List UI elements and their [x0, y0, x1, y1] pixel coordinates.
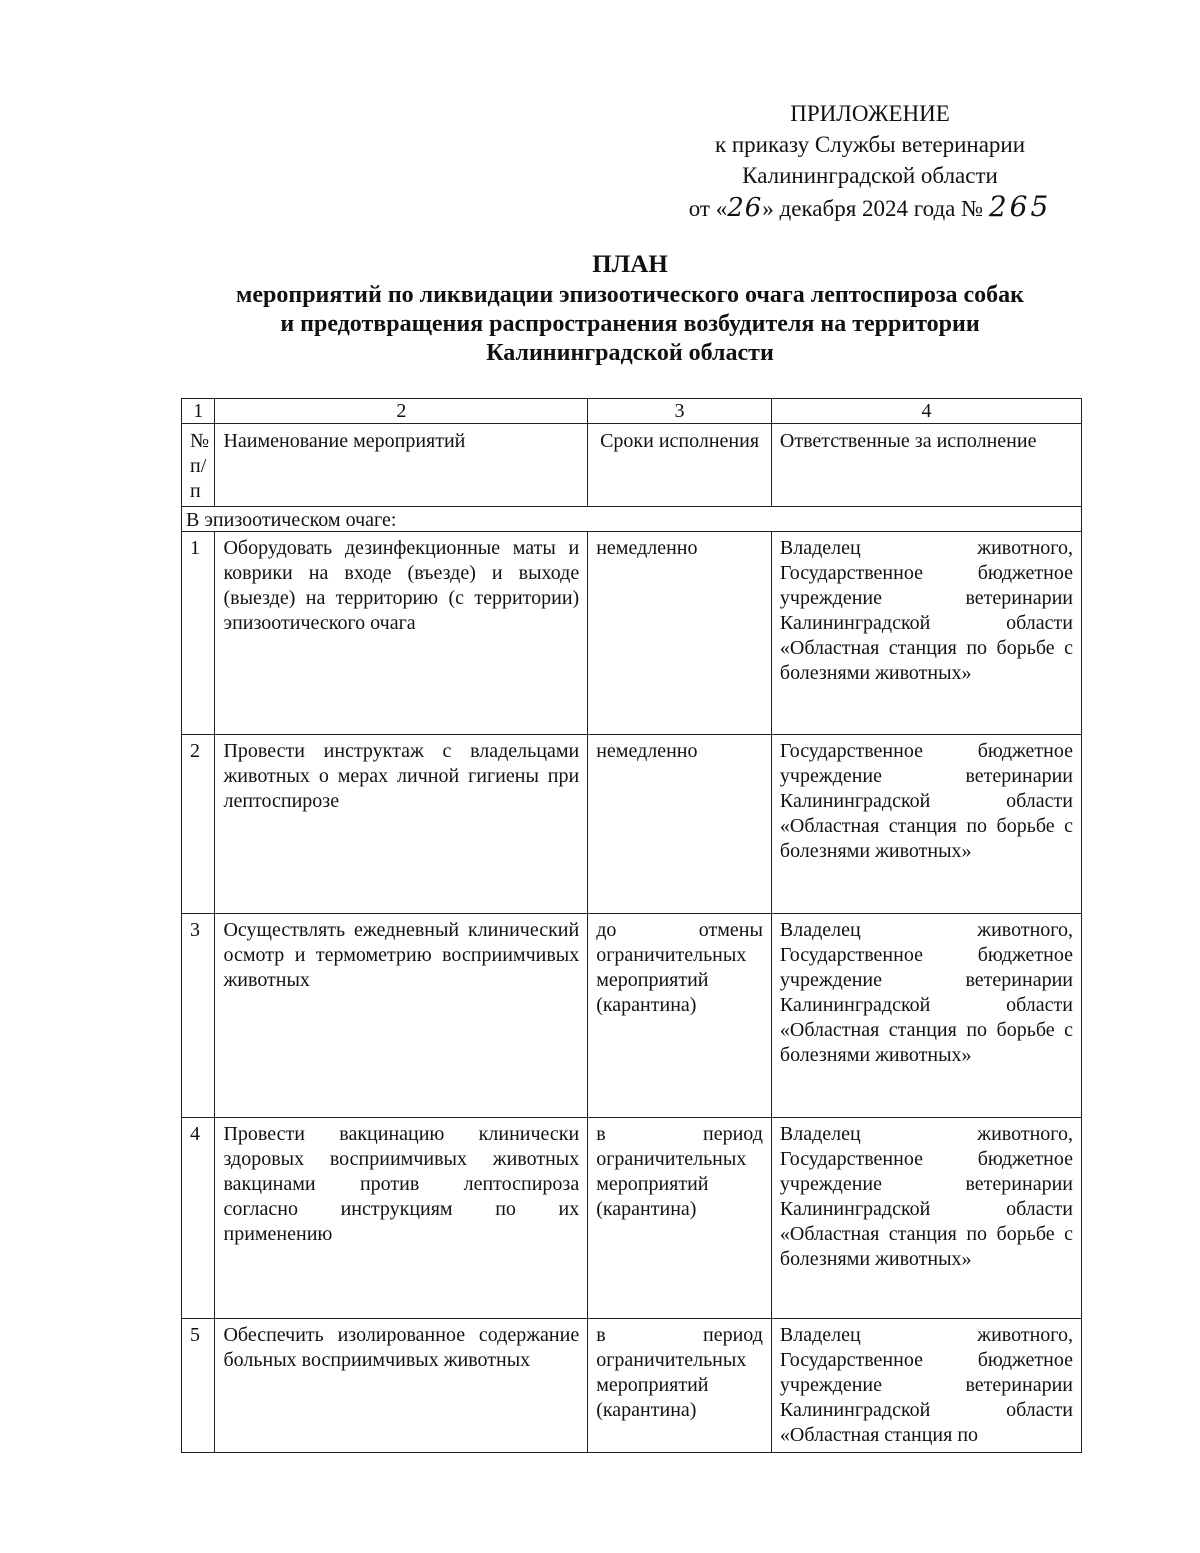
row-responsible: Владелец животного, Государственное бюджетное учреждение ветеринарии Калининградской области «Областная станция по борьбе с болезнями животных» [771, 532, 1081, 735]
table-header-row [182, 424, 1082, 507]
appendix-heading: ПРИЛОЖЕНИЕ [790, 101, 950, 126]
appendix-region-line: Калининградской области [742, 163, 998, 188]
handwritten-order-number: 265 [988, 190, 1052, 223]
row-deadline: в период ограничительных мероприятий (карантина) [588, 1118, 772, 1319]
section-label: В эпизоотическом очаге: [182, 507, 1082, 532]
row-measure: Обеспечить изолированное содержание больных восприимчивых животных [215, 1319, 588, 1453]
section-row [182, 507, 1082, 532]
row-deadline: немедленно [588, 532, 772, 735]
header-num: № п/п [182, 424, 215, 507]
table-row [182, 1319, 1082, 1453]
row-deadline: до отмены ограничительных мероприятий (карантина) [588, 914, 772, 1118]
row-number: 5 [182, 1319, 215, 1453]
plan-title-block [140, 250, 1120, 368]
row-measure: Провести вакцинацию клинически здоровых восприимчивых животных вакцинами против лептоспироза согласно инструкциям по их применению [215, 1118, 588, 1319]
column-number: 2 [215, 399, 588, 424]
row-number: 2 [182, 735, 215, 914]
header-deadline: Сроки исполнения [588, 424, 772, 507]
row-number: 1 [182, 532, 215, 735]
row-responsible: Владелец животного, Государственное бюджетное учреждение ветеринарии Калининградской области «Областная станция по борьбе с болезнями животных» [771, 1118, 1081, 1319]
row-measure: Осуществлять ежедневный клинический осмотр и термометрию восприимчивых животных [215, 914, 588, 1118]
row-number: 3 [182, 914, 215, 1118]
row-responsible: Владелец животного, Государственное бюджетное учреждение ветеринарии Калининградской области «Областная станция по [771, 1319, 1081, 1453]
row-number: 4 [182, 1118, 215, 1319]
column-number: 1 [182, 399, 215, 424]
table-row [182, 532, 1082, 735]
row-measure: Оборудовать дезинфекционные маты и коврики на входе (въезде) и выходе (выезде) на территорию (с территории) эпизоотического очага [215, 532, 588, 735]
plan-title: ПЛАН [592, 251, 668, 278]
appendix-block [660, 98, 1080, 224]
column-number: 4 [771, 399, 1081, 424]
row-responsible: Владелец животного, Государственное бюджетное учреждение ветеринарии Калининградской области «Областная станция по борьбе с болезнями животных» [771, 914, 1081, 1118]
date-prefix: от « [688, 196, 728, 221]
row-measure: Провести инструктаж с владельцами животных о мерах личной гигиены при лептоспирозе [215, 735, 588, 914]
date-suffix: » декабря 2024 года № [762, 196, 984, 221]
header-name: Наименование мероприятий [215, 424, 588, 507]
measures-table [181, 398, 1082, 1453]
header-responsible: Ответственные за исполнение [771, 424, 1081, 507]
handwritten-day: 26 [727, 193, 763, 223]
plan-subtitle-line-1: мероприятий по ликвидации эпизоотического очага лептоспироза собак [236, 282, 1024, 308]
row-deadline: в период ограничительных мероприятий (карантина) [588, 1319, 772, 1453]
row-deadline: немедленно [588, 735, 772, 914]
plan-subtitle-line-3: Калининградской области [486, 340, 774, 366]
row-responsible: Государственное бюджетное учреждение ветеринарии Калининградской области «Областная станция по борьбе с болезнями животных» [771, 735, 1081, 914]
appendix-date-line [660, 191, 1080, 224]
table-row [182, 735, 1082, 914]
table-row [182, 914, 1082, 1118]
table-row [182, 1118, 1082, 1319]
appendix-order-line: к приказу Службы ветеринарии [714, 132, 1026, 157]
column-number-row [182, 399, 1082, 424]
plan-subtitle-line-2: и предотвращения распространения возбудителя на территории [280, 311, 980, 337]
column-number: 3 [588, 399, 772, 424]
